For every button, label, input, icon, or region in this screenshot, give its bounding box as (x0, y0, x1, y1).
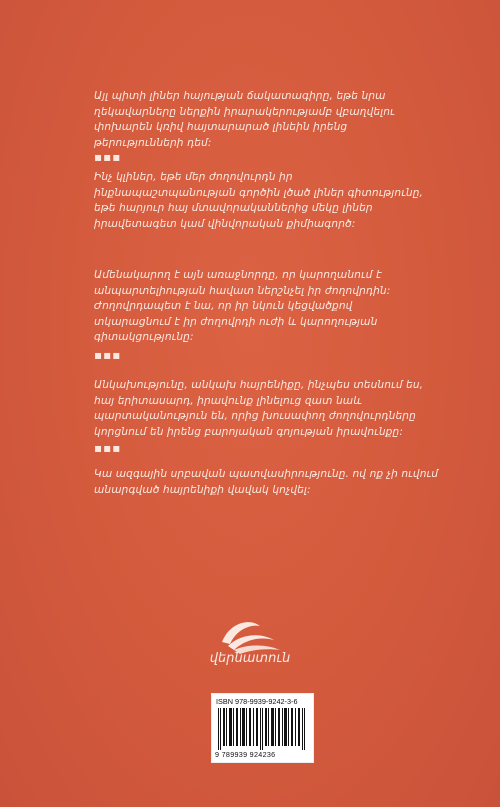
quote-line: անպարտելիության հավատ ներշնչել իր ժողովրդին: (94, 284, 391, 297)
quote-line: Այլ պիտի լիներ հայության ճակատագիրը, եթե նրա (94, 90, 386, 102)
quote-line: ղեկավարները ներքին իրարակերությամբ վբաղվելու (94, 105, 395, 118)
quote-line: փոխարեն կռիվ հայտարարած լինեին իրենց (94, 121, 348, 133)
separator-dots: ▪▪▪ (94, 150, 122, 164)
quote-line: կորցնում են իրենց բարոյական գոյության իրավունքը: (94, 425, 403, 438)
isbn-label: ISBN 978-9939-9242-3-6 (216, 697, 298, 706)
quote-line: անարգված հայրենիքի վավակ կոչվել: (94, 483, 311, 496)
quote-line: իրավետագետ կամ վինվորական քիմիագործ: (94, 217, 356, 230)
quote-paragraph-1 (94, 89, 424, 151)
quote-paragraph-4 (94, 378, 424, 440)
quote-line: եթե հարյուր հայ մտավորականներից մեկը լիներ (94, 202, 373, 214)
isbn-barcode-block (211, 693, 314, 763)
publisher-name: վերնատուն (209, 651, 291, 666)
quote-line: հայ երիտասարդ, իրավունք լինելուց զատ նաև (94, 394, 362, 407)
quote-paragraph-3 (94, 268, 424, 346)
quote-line: գիտակցությունը: (94, 331, 194, 343)
quote-line: Ամենակարող է այն առաջնորդը, որ կարողանում է (94, 269, 382, 281)
quote-paragraph-2 (94, 170, 424, 232)
quote-paragraph-5 (94, 467, 439, 498)
barcode-digits: 9 789939 924236 (215, 750, 276, 759)
quote-line: թերությունների դեմ: (94, 136, 212, 149)
quote-line: Անկախությունը, անկախ հայրենիքը, ինչպես տեսնում ես, (94, 379, 424, 391)
quote-line: Ժողովրդապետ է նա, որ իր նկուն կեցվածքով (94, 300, 353, 312)
quote-line: Ինչ կլիներ, եթե մեր ժողովուրդն իր (94, 171, 293, 183)
separator-dots: ▪▪▪ (94, 348, 122, 362)
quote-line: տկարացնում է իր ժողովրդի ուժի և կարողության (94, 315, 378, 328)
separator-dots: ▪▪▪ (94, 441, 122, 455)
quote-line: Կա ազգային սրբավան պատվասիրությունը. ով ոք չի ուվում (94, 468, 439, 480)
barcode-icon (216, 708, 308, 750)
quote-line: ինքնապաշտպանության գործին լծած լիներ գիտությունը, (94, 186, 424, 199)
quote-line: պարտականություն են, որից խուսափող ժողովուրդները (94, 410, 416, 422)
